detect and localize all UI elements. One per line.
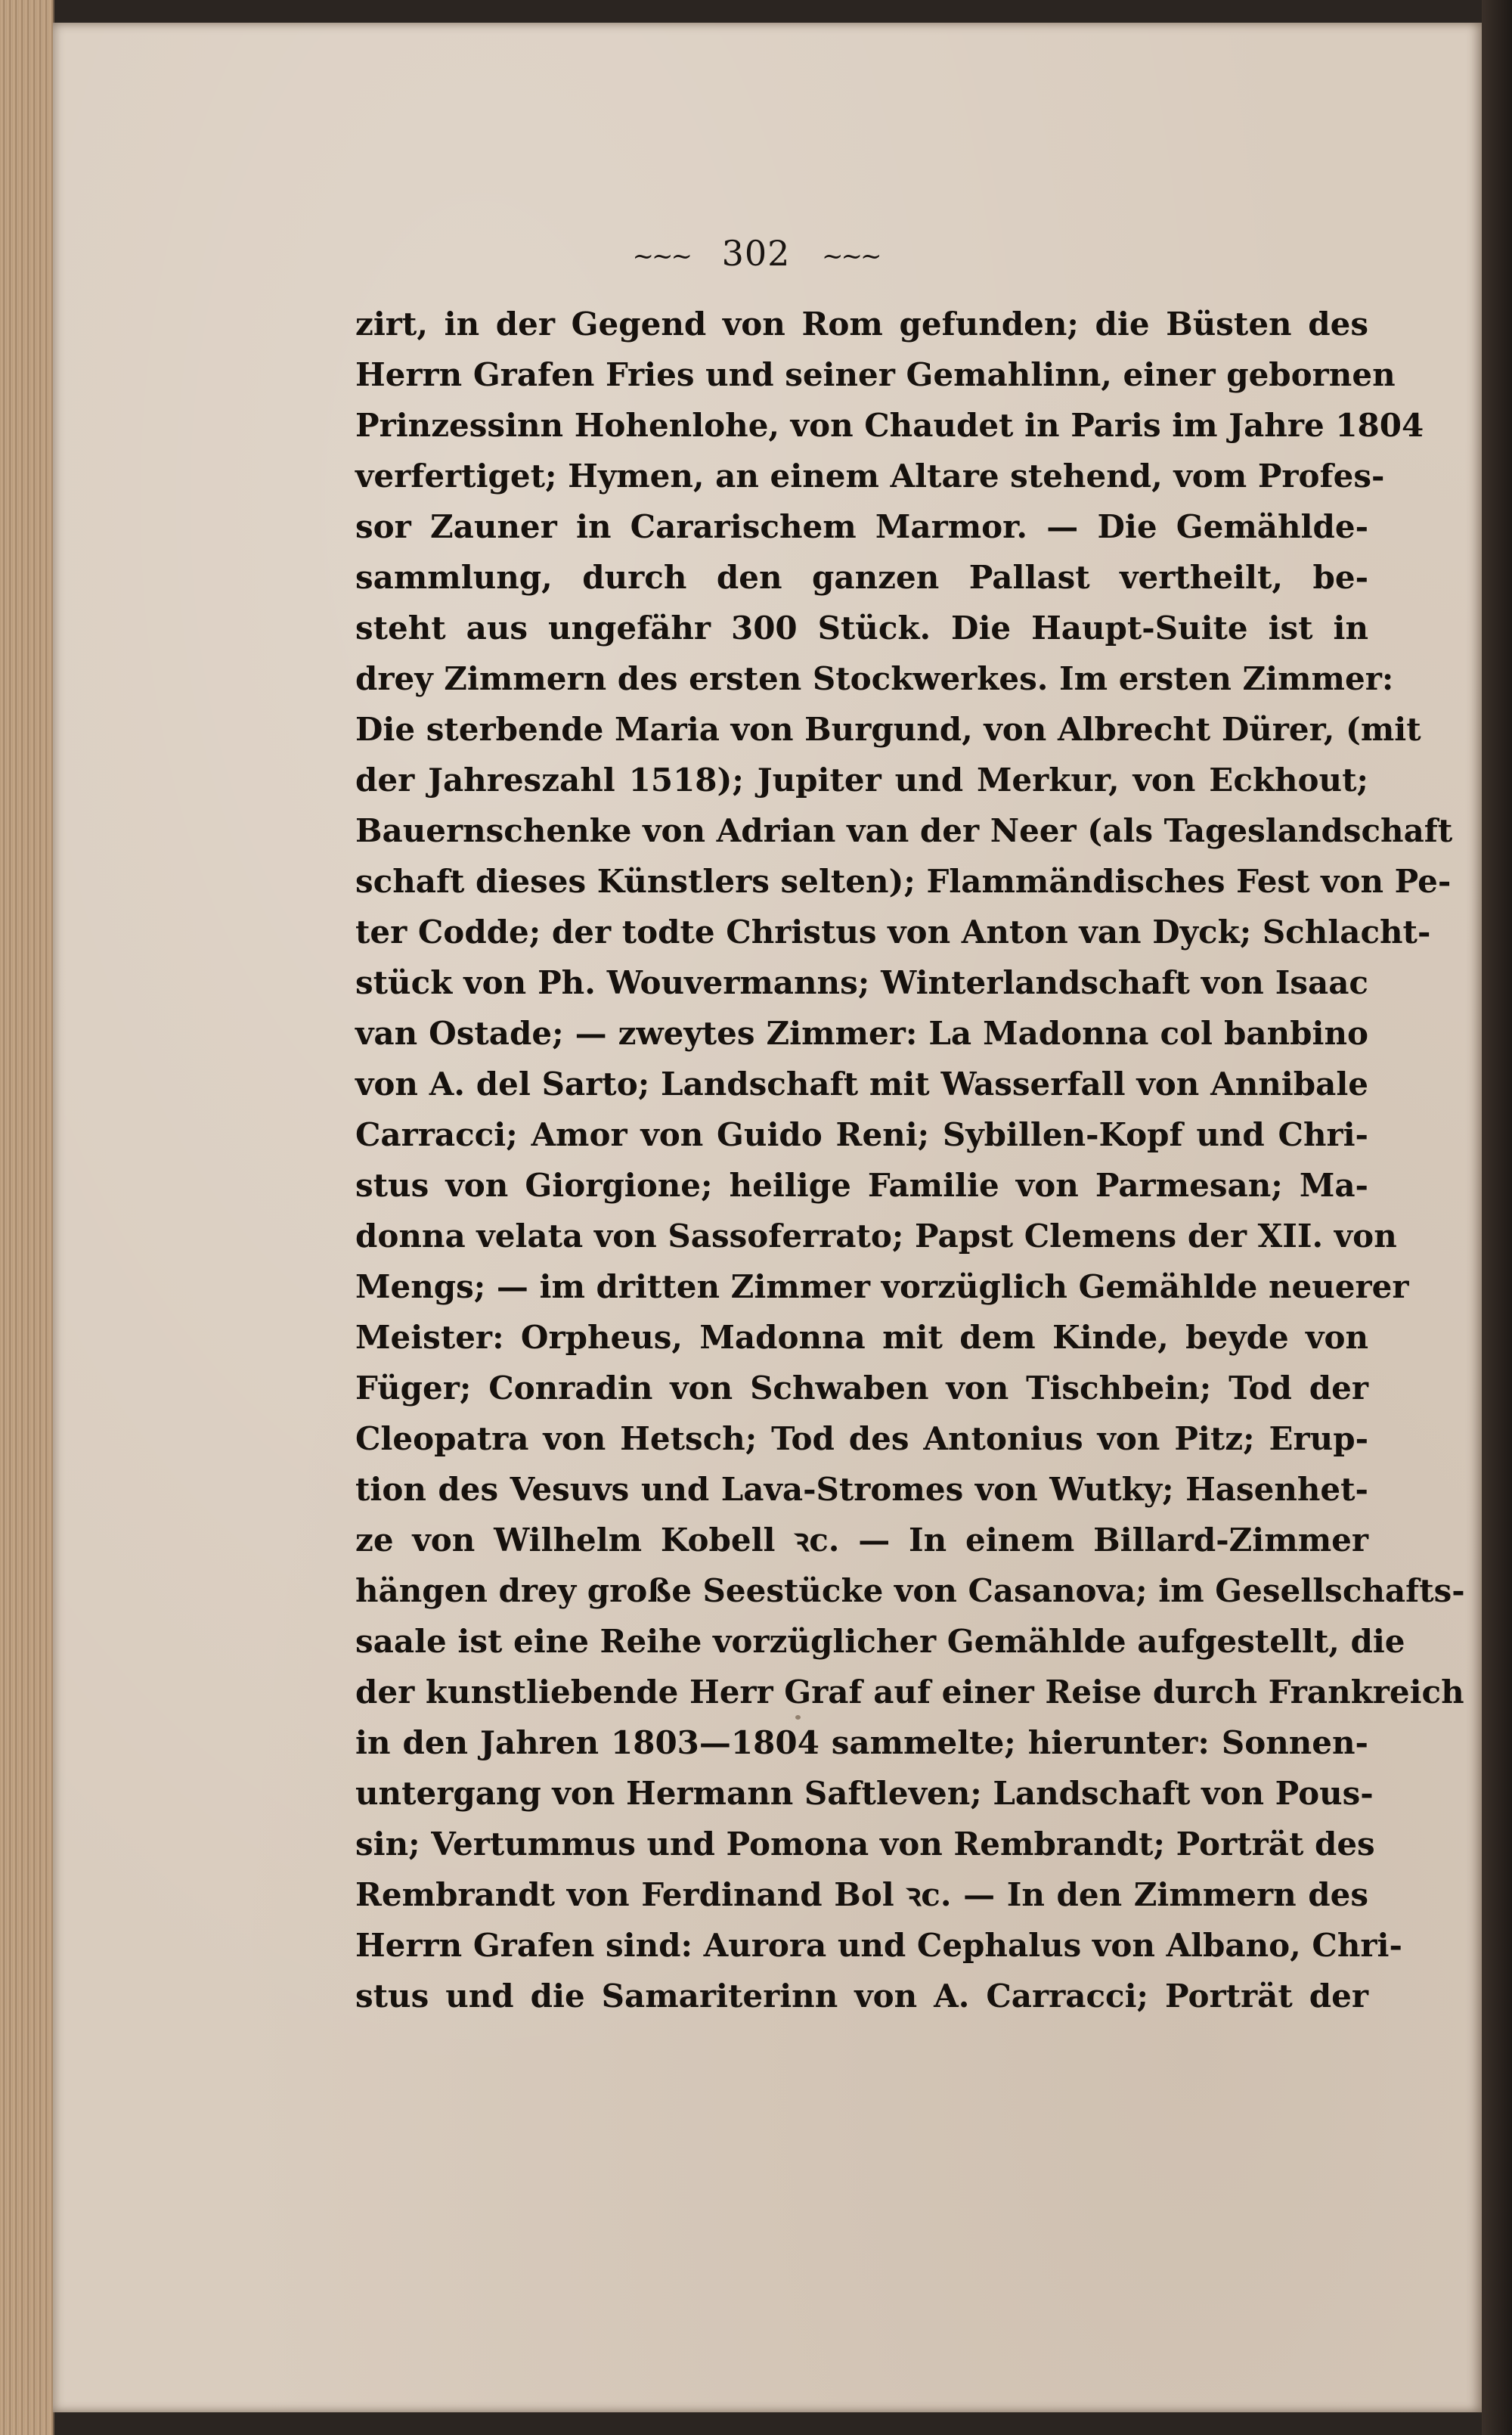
text-line: der Jahreszahl 1518); Jupiter und Merkur, von Eckhout;: [355, 762, 1368, 799]
text-line: ze von Wilhelm Kobell ꝛc. — In einem Billard-Zimmer: [355, 1521, 1368, 1559]
text-line: Prinzessinn Hohenlohe, von Chaudet in Paris im Jahre 1804: [355, 407, 1424, 444]
text-line: Herrn Grafen Fries und seiner Gemahlinn, einer gebornen: [355, 356, 1396, 393]
text-line: stus von Giorgione; heilige Familie von Parmesan; Ma-: [355, 1167, 1368, 1204]
text-line: Die sterbende Maria von Burgund, von Albrecht Dürer, (mit: [355, 711, 1421, 748]
text-line: sin; Vertummus und Pomona von Rembrandt; Porträt des: [355, 1825, 1375, 1863]
page-number: 302: [721, 233, 791, 274]
text-line: zirt, in der Gegend von Rom gefunden; die Büsten des: [355, 306, 1368, 343]
text-line: Mengs; — im dritten Zimmer vorzüglich Gemählde neuerer: [355, 1268, 1409, 1305]
text-line: ter Codde; der todte Christus von Anton van Dyck; Schlacht-: [355, 914, 1431, 951]
text-line: sor Zauner in Cararischem Marmor. — Die Gemählde-: [355, 508, 1368, 545]
text-line: verfertiget; Hymen, an einem Altare stehend, vom Profes-: [355, 458, 1385, 495]
text-line: untergang von Hermann Saftleven; Landschaft von Pous-: [355, 1775, 1374, 1812]
text-line: stus und die Samariterinn von A. Carracci; Porträt der: [355, 1977, 1368, 2015]
text-line: stück von Ph. Wouvermanns; Winterlandschaft von Isaac: [355, 964, 1368, 1001]
text-line: in den Jahren 1803—1804 sammelte; hierunter: Sonnen-: [355, 1724, 1368, 1761]
text-line: Füger; Conradin von Schwaben von Tischbein; Tod der: [355, 1369, 1368, 1407]
header-ornament-left: ~~~: [632, 241, 690, 271]
page-header: [0, 233, 1512, 274]
text-line: steht aus ungefähr 300 Stück. Die Haupt-Suite ist in: [355, 610, 1368, 647]
text-line: Carracci; Amor von Guido Reni; Sybillen-Kopf und Chri-: [355, 1116, 1368, 1153]
text-line: Cleopatra von Hetsch; Tod des Antonius von Pitz; Erup-: [355, 1420, 1368, 1457]
text-line: Rembrandt von Ferdinand Bol ꝛc. — In den Zimmern des: [355, 1876, 1368, 1913]
header-ornament-right: ~~~: [822, 241, 880, 271]
text-line: Meister: Orpheus, Madonna mit dem Kinde, beyde von: [355, 1319, 1368, 1356]
text-line: drey Zimmern des ersten Stockwerkes. Im ersten Zimmer:: [355, 660, 1394, 697]
body-text: [355, 299, 1465, 2021]
page-edges: [0, 0, 54, 2435]
text-line: sammlung, durch den ganzen Pallast vertheilt, be-: [355, 559, 1368, 596]
text-line: van Ostade; — zweytes Zimmer: La Madonna col banbino: [355, 1015, 1368, 1052]
text-line: Bauernschenke von Adrian van der Neer (als Tageslandschaft: [355, 812, 1453, 849]
text-line: der kunstliebende Herr Graf auf einer Reise durch Frankreich: [355, 1673, 1464, 1711]
binding-edge: [1482, 0, 1512, 2435]
text-line: Herrn Grafen sind: Aurora und Cephalus von Albano, Chri-: [355, 1927, 1402, 1964]
text-line: schaft dieses Künstlers selten); Flammändisches Fest von Pe-: [355, 863, 1452, 900]
text-line: saale ist eine Reihe vorzüglicher Gemählde aufgestellt, die: [355, 1623, 1405, 1660]
text-line: hängen drey große Seestücke von Casanova; im Gesellschafts-: [355, 1572, 1465, 1609]
text-line: donna velata von Sassoferrato; Papst Clemens der XII. von: [355, 1218, 1397, 1255]
text-line: tion des Vesuvs und Lava-Stromes von Wutky; Hasenhet-: [355, 1471, 1368, 1508]
text-line: von A. del Sarto; Landschaft mit Wasserfall von Annibale: [355, 1066, 1368, 1103]
